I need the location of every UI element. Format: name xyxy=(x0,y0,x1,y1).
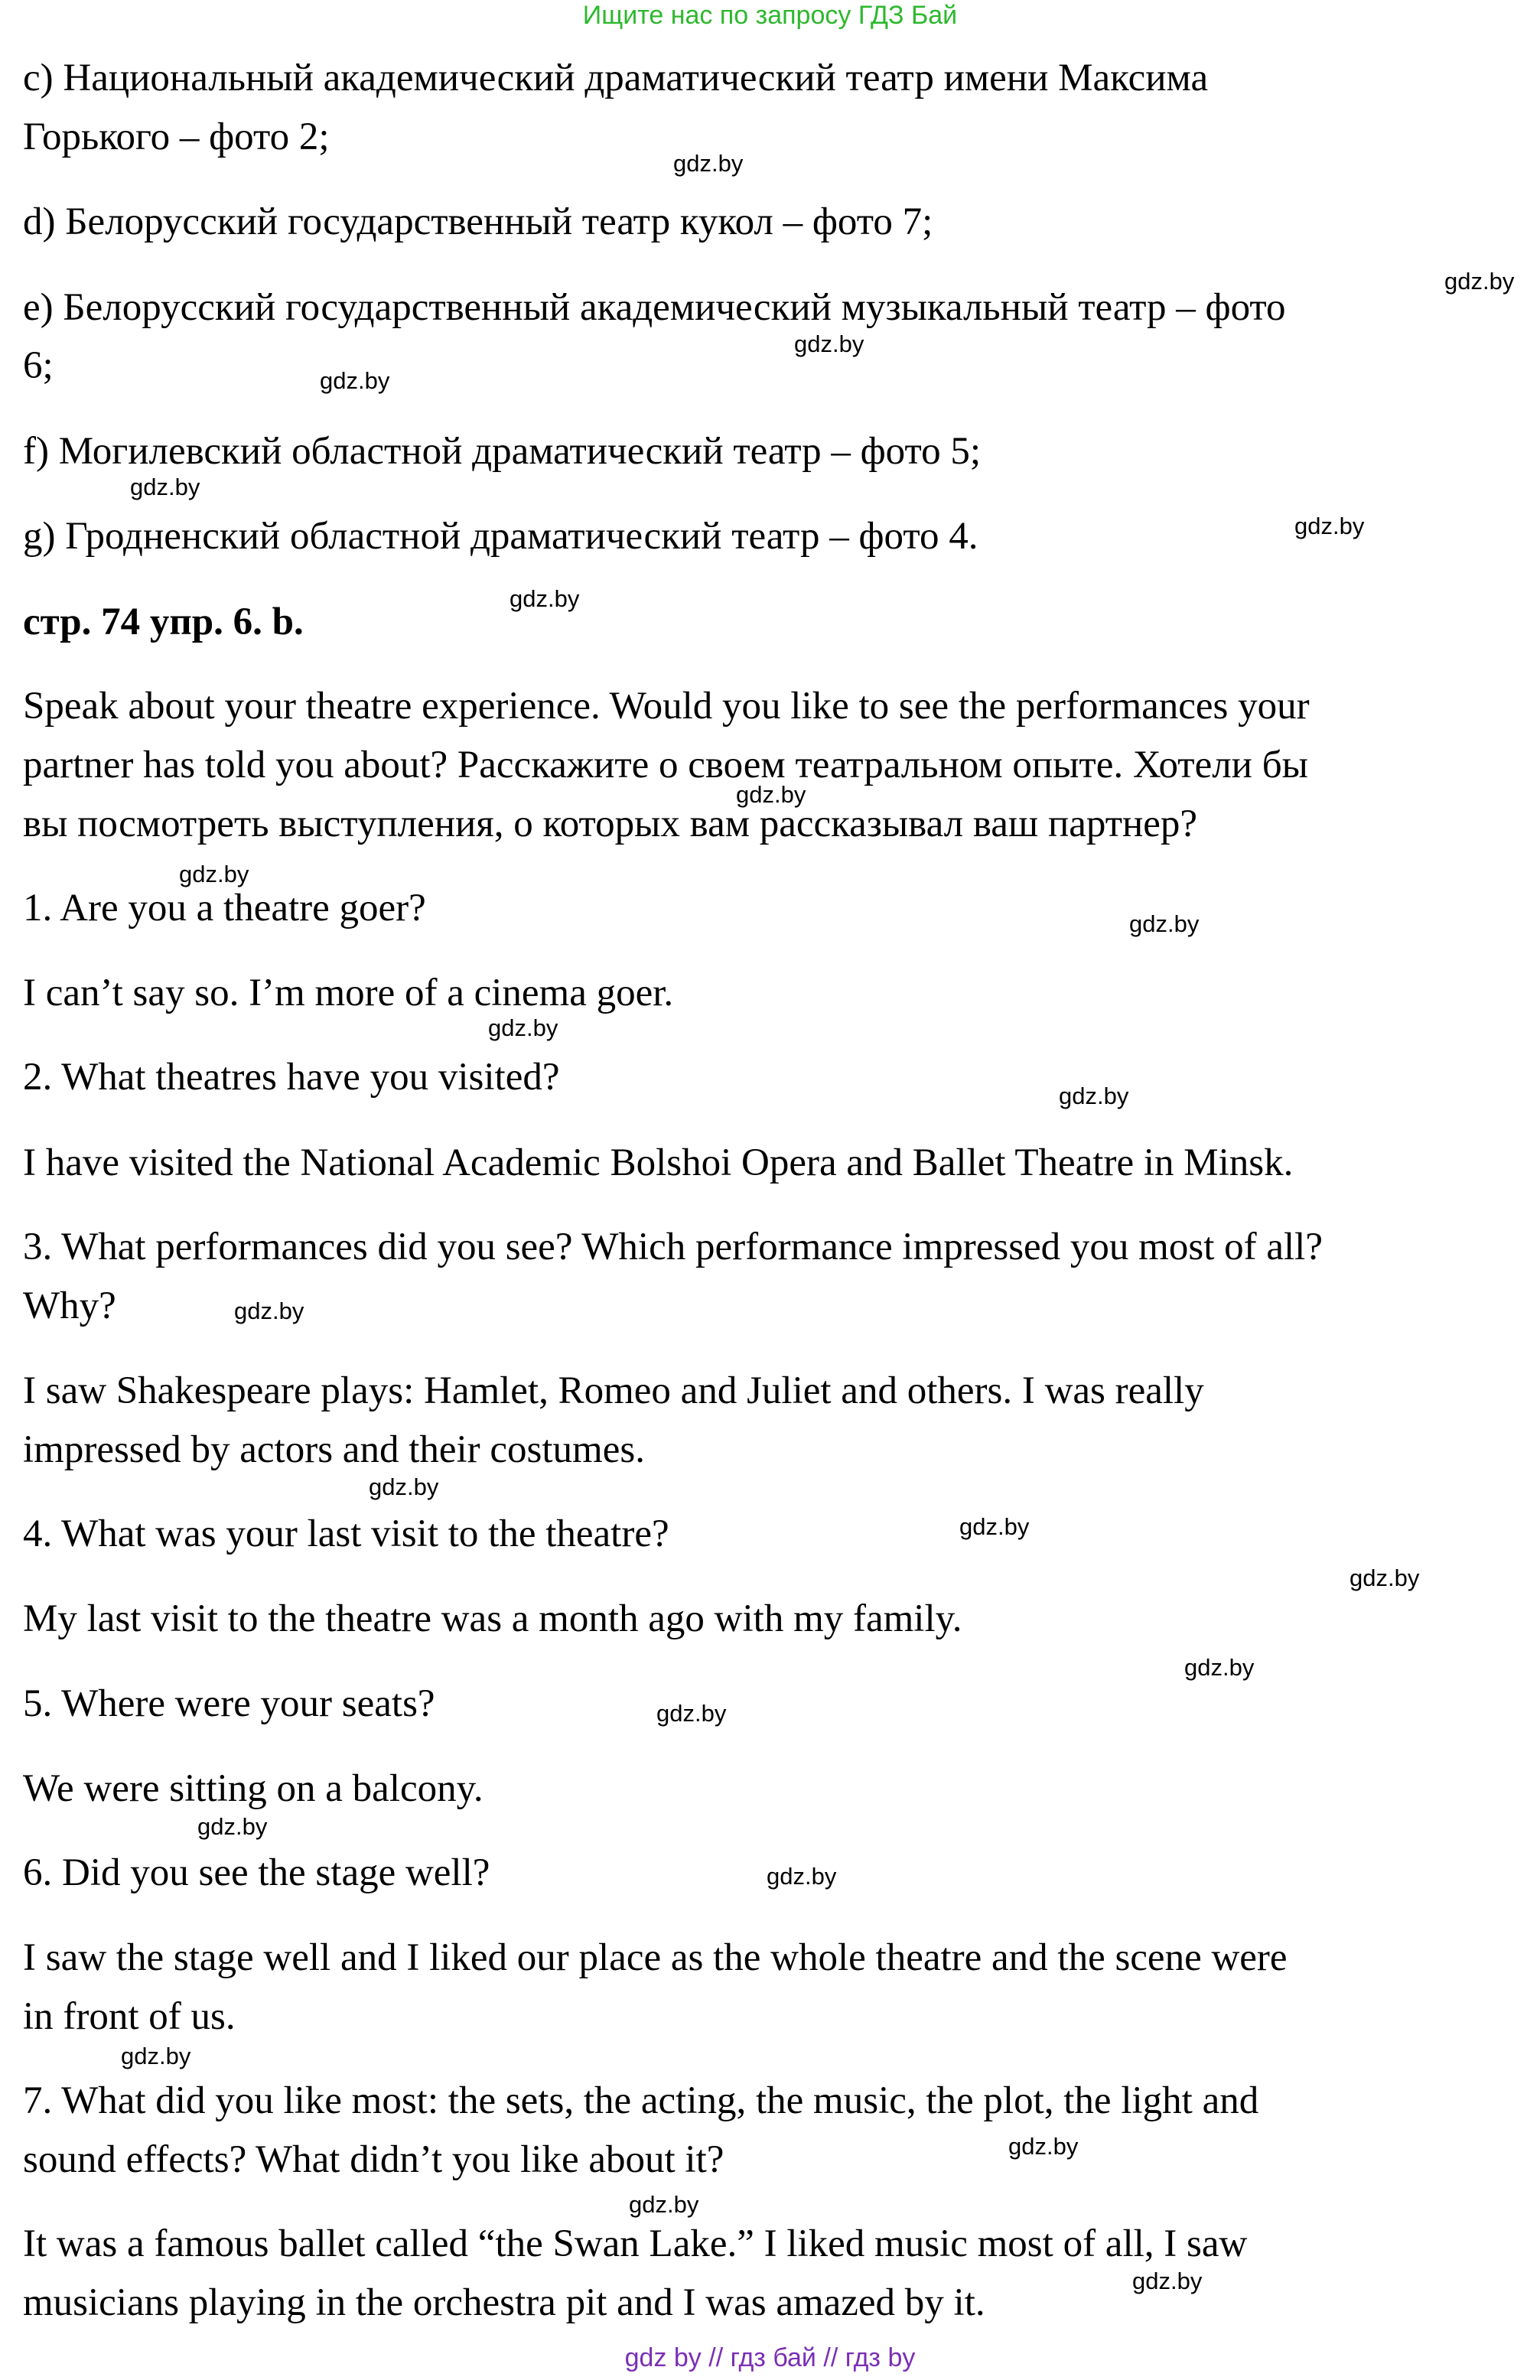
task-text-line: Speak about your theatre experience. Would you like to see the performances your xyxy=(23,685,1310,728)
question-3: 3. What performances did you see? Which performance impressed you most of all? xyxy=(23,1226,1323,1268)
answer-line-e-cont: 6; xyxy=(23,344,54,387)
watermark: gdz.by xyxy=(736,781,806,808)
answer-line-g: g) Гродненский областной драматический театр – фото 4. xyxy=(23,515,978,558)
watermark: gdz.by xyxy=(1008,2133,1079,2160)
answer-line-e: e) Белорусский государственный академический музыкальный театр – фото xyxy=(23,286,1286,329)
watermark: gdz.by xyxy=(488,1014,558,1041)
question-7-cont: sound effects? What didn’t you like about it? xyxy=(23,2138,724,2181)
question-3-cont: Why? xyxy=(23,1284,116,1327)
answer-3: I saw Shakespeare plays: Hamlet, Romeo and Juliet and others. I was really xyxy=(23,1369,1204,1412)
watermark: gdz.by xyxy=(369,1473,439,1500)
watermark: gdz.by xyxy=(959,1513,1030,1540)
watermark: gdz.by xyxy=(1350,1564,1420,1591)
question-2: 2. What theatres have you visited? xyxy=(23,1056,560,1099)
watermark: gdz.by xyxy=(1132,2268,1203,2294)
answer-3-cont: impressed by actors and their costumes. xyxy=(23,1428,645,1471)
watermark: gdz.by xyxy=(1184,1654,1255,1681)
answer-6: I saw the stage well and I liked our place as the whole theatre and the scene were xyxy=(23,1936,1288,1979)
watermark: gdz.by xyxy=(234,1297,304,1324)
answer-line-c-cont: Горького – фото 2; xyxy=(23,116,330,158)
watermark: gdz.by xyxy=(767,1863,837,1890)
question-4: 4. What was your last visit to the theatre? xyxy=(23,1512,669,1555)
question-7: 7. What did you like most: the sets, the acting, the music, the plot, the light and xyxy=(23,2079,1259,2122)
watermark: gdz.by xyxy=(629,2191,699,2218)
exercise-heading: стр. 74 упр. 6. b. xyxy=(23,601,304,643)
question-5: 5. Where were your seats? xyxy=(23,1682,435,1725)
site-banner: Ищите нас по запросу ГДЗ Бай xyxy=(582,1,958,30)
answer-line-f: f) Могилевский областной драматический театр – фото 5; xyxy=(23,430,982,473)
watermark: gdz.by xyxy=(320,367,390,394)
site-footer: gdz by // гдз бай // гдз by xyxy=(624,2343,916,2372)
question-6: 6. Did you see the stage well? xyxy=(23,1851,490,1894)
question-1: 1. Are you a theatre goer? xyxy=(23,887,426,930)
watermark: gdz.by xyxy=(130,474,200,500)
watermark: gdz.by xyxy=(1444,268,1515,295)
watermark: gdz.by xyxy=(794,330,864,357)
answer-line-c: c) Национальный академический драматический театр имени Максима xyxy=(23,57,1209,99)
watermark: gdz.by xyxy=(510,585,580,612)
answer-5: We were sitting on a balcony. xyxy=(23,1767,483,1810)
watermark: gdz.by xyxy=(656,1700,727,1727)
watermark: gdz.by xyxy=(673,150,744,177)
task-text-line: вы посмотреть выступления, о которых вам рассказывал ваш партнер? xyxy=(23,803,1198,845)
answer-line-d: d) Белорусский государственный театр кукол – фото 7; xyxy=(23,200,933,243)
watermark: gdz.by xyxy=(121,2043,191,2069)
answer-7-cont: musicians playing in the orchestra pit and I was amazed by it. xyxy=(23,2281,985,2324)
answer-4: My last visit to the theatre was a month ago with my family. xyxy=(23,1597,962,1640)
watermark: gdz.by xyxy=(1129,910,1200,937)
answer-2: I have visited the National Academic Bolshoi Opera and Ballet Theatre in Minsk. xyxy=(23,1141,1294,1184)
answer-6-cont: in front of us. xyxy=(23,1995,236,2038)
answer-7: It was a famous ballet called “the Swan Lake.” I liked music most of all, I saw xyxy=(23,2222,1248,2265)
watermark: gdz.by xyxy=(179,861,249,887)
watermark: gdz.by xyxy=(1059,1083,1129,1109)
watermark: gdz.by xyxy=(1294,513,1365,539)
task-text-line: partner has told you about? Расскажите о своем театральном опыте. Хотели бы xyxy=(23,744,1308,786)
answer-1: I can’t say so. I’m more of a cinema goer. xyxy=(23,972,674,1014)
watermark: gdz.by xyxy=(197,1813,268,1840)
